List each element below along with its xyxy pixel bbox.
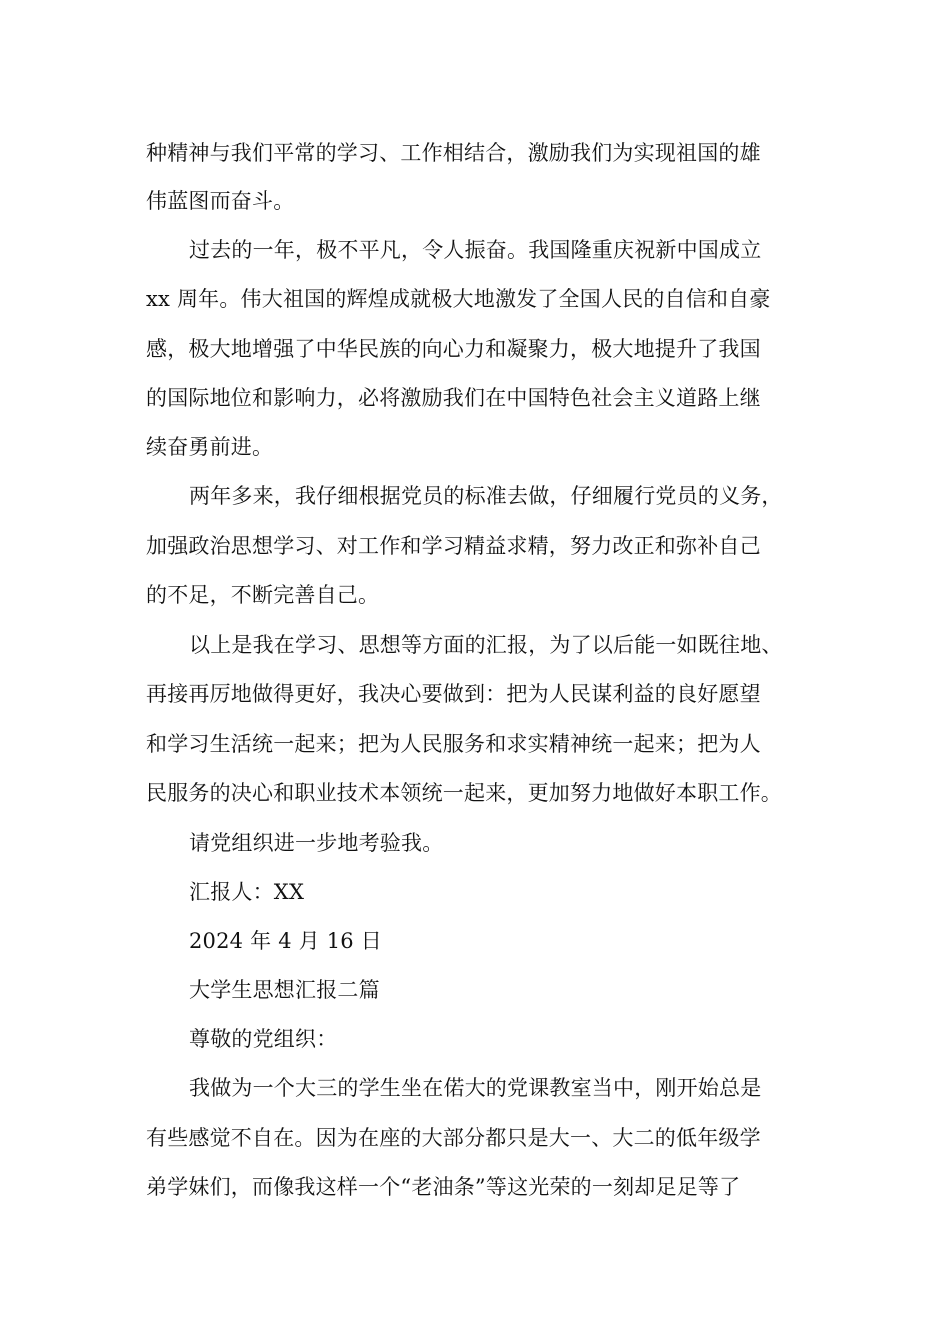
text-line-6: 的国际地位和影响力，必将激励我们在中国特色社会主义道路上继 xyxy=(146,386,761,410)
text-line-5: 感，极大地增强了中华民族的向心力和凝聚力，极大地提升了我国 xyxy=(146,337,761,361)
text-line-1: 种精神与我们平常的学习、工作相结合，激励我们为实现祖国的雄 xyxy=(146,141,761,165)
text-line-13: 和学习生活统一起来；把为人民服务和求实精神统一起来；把为人 xyxy=(146,732,761,756)
text-line-3: 过去的一年，极不平凡，令人振奋。我国隆重庆祝新中国成立 xyxy=(189,238,762,262)
reporter-line: 汇报人：XX xyxy=(189,880,305,904)
text-line-8: 两年多来，我仔细根据党员的标准去做，仔细履行党员的义务， xyxy=(189,484,783,508)
text-line-14: 民服务的决心和职业技术本领统一起来，更加努力地做好本职工作。 xyxy=(146,781,782,805)
salutation-line: 尊敬的党组织： xyxy=(189,1027,338,1051)
text-line-21: 有些感觉不自在。因为在座的大部分都只是大一、大二的低年级学 xyxy=(146,1126,761,1150)
text-line-15: 请党组织进一步地考验我。 xyxy=(189,831,444,855)
text-line-10: 的不足，不断完善自己。 xyxy=(146,583,380,607)
text-line-22: 弟学妹们，而像我这样一个“老油条”等这光荣的一刻却足足等了 xyxy=(146,1175,741,1199)
text-line-12: 再接再厉地做得更好，我决心要做到：把为人民谋利益的良好愿望 xyxy=(146,682,761,706)
text-line-7: 续奋勇前进。 xyxy=(146,435,274,459)
date-line: 2024 年 4 月 16 日 xyxy=(189,929,382,953)
text-line-20: 我做为一个大三的学生坐在偌大的党课教室当中，刚开始总是 xyxy=(189,1076,762,1100)
section-title: 大学生思想汇报二篇 xyxy=(189,978,380,1002)
text-line-2: 伟蓝图而奋斗。 xyxy=(146,189,295,213)
text-line-11: 以上是我在学习、思想等方面的汇报，为了以后能一如既往地、 xyxy=(189,633,783,657)
text-line-9: 加强政治思想学习、对工作和学习精益求精，努力改正和弥补自己 xyxy=(146,534,761,558)
text-line-4: xx 周年。伟大祖国的辉煌成就极大地激发了全国人民的自信和自豪 xyxy=(146,287,771,311)
